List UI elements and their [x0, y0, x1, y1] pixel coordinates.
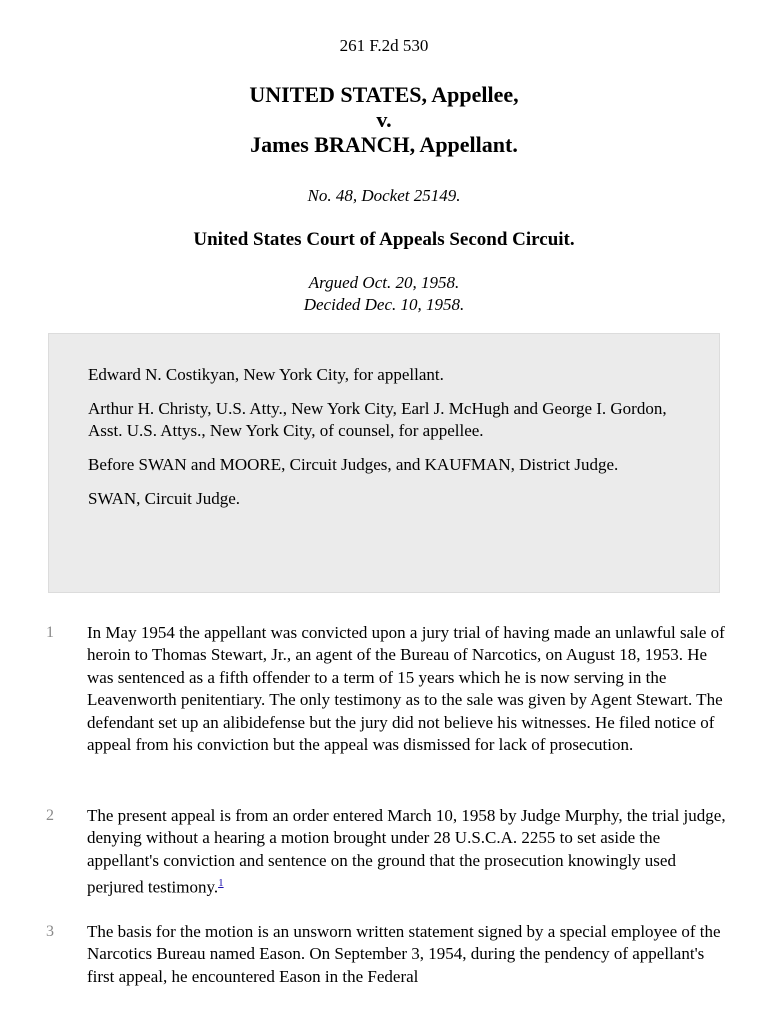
appellee-line: UNITED STATES, Appellee, — [249, 82, 519, 107]
paragraph-number: 2 — [46, 807, 54, 824]
versus-line: v. — [376, 107, 392, 132]
footnote-link[interactable]: 1 — [218, 877, 224, 890]
counsel-appellant: Edward N. Costikyan, New York City, for appellant. — [88, 365, 444, 384]
paragraph-text: In May 1954 the appellant was convicted upon a jury trial of having made an unlawful sale of heroin to Thomas Stewart, Jr., an agent of the Bureau of Narcotics, on August 18, 1953. He was sentenced as a fifth offender to a term of 15 years which he is now serving in the Leavenworth penitentiary. The only testimony as to the sale was given by Agent Stewart. The defendant set up an alibidefense but the jury did not believe his witnesses. He filed notice of appeal from his conviction but the appeal was dismissed for lack of prosecution. — [87, 623, 725, 755]
paragraph-text: The basis for the motion is an unsworn written statement signed by a special employee of the Narcotics Bureau named Eason. On September 3, 1954, during the pendency of appellant's first appeal, he encountered Eason in the Federal — [87, 922, 721, 986]
court-name: United States Court of Appeals Second Circuit. — [193, 229, 575, 250]
counsel-appellee: Arthur H. Christy, U.S. Atty., New York City, Earl J. McHugh and George I. Gordon, Asst. U.S. Attys., New York City, of counsel, for appellee. — [88, 399, 667, 440]
appellant-line: James BRANCH, Appellant. — [250, 132, 518, 157]
bench-panel: Before SWAN and MOORE, Circuit Judges, and KAUFMAN, District Judge. — [88, 455, 619, 474]
case-title — [0, 82, 768, 157]
decided-date: Decided Dec. 10, 1958. — [303, 295, 465, 314]
paragraph-number: 3 — [46, 923, 54, 940]
paragraph-number: 1 — [46, 624, 54, 641]
case-citation: 261 F.2d 530 — [339, 36, 429, 55]
case-dates — [0, 272, 768, 316]
paragraph-text-wrapper — [87, 805, 727, 899]
argued-date: Argued Oct. 20, 1958. — [308, 273, 460, 292]
docket-number: No. 48, Docket 25149. — [307, 186, 461, 205]
counsel-box — [48, 333, 720, 593]
opinion-author: SWAN, Circuit Judge. — [88, 489, 241, 508]
paragraph-text: The present appeal is from an order entered March 10, 1958 by Judge Murphy, the trial judge, denying without a hearing a motion brought under 28 U.S.C.A. 2255 to set aside the appellant's conviction and sentence on the ground that the prosecution knowingly used perjured testimony. — [87, 806, 726, 897]
